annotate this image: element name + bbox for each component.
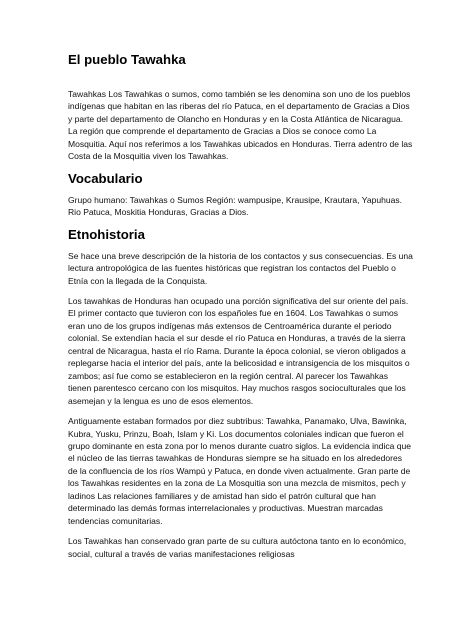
etnohistoria-paragraph-3: Antiguamente estaban formados por diez subtribus: Tawahka, Panamako, Ulva, Bawinka, Kubra, Yusku, Prinzu, Boah, Islam y Ki. Los documentos coloniales indican que fueron el grupo dominante en esta zona por lo menos durante cuatro siglos. La evidencia indica que el núcleo de las tierras tawahkas de Honduras siempre se ha situado en los alrededores de la confluencia de los ríos Wampú y Patuca, en donde viven actualmente. Gran parte de los Tawahkas residentes en la zona de La Mosquitia son una mezcla de mismitos, pech y ladinos Las relaciones familiares y de amistad han sido el patrón cultural que han determinado las demás formas interrelacionales y productivas. Muestran marcadas tendencias comunitarias. — [68, 416, 412, 526]
intro-paragraph: Tawahkas Los Tawahkas o sumos, como también se les denomina son uno de los pueblos indígenas que habitan en las riberas del río Patuca, en el departamento de Gracias a Dios y parte del departamento de Olancho en Honduras y en la Costa Atlántica de Nicaragua. La región que comprende el departamento de Gracias a Dios se conoce como La Mosquitia. Aquí nos referimos a los Tawahkas ubicados en Honduras. Tierra adentro de las Costa de la Mosquitia viven los Tawahkas. — [68, 89, 413, 162]
etnohistoria-paragraph-4: Los Tawahkas han conservado gran parte de su cultura autóctona tanto en lo económico, social, cultural a través de varias manifestaciones religiosas — [68, 536, 407, 559]
etnohistoria-paragraph-1: Se hace una breve descripción de la historia de los contactos y sus consecuencias. Es una lectura antropológica de las fuentes históricas que registran los contactos del Pueblo o Etnía con la llegada de la Conquista. — [68, 250, 413, 286]
section-heading-vocabulario: Vocabulario — [68, 170, 143, 186]
etnohistoria-paragraph-2: Los tawahkas de Honduras han ocupado una porción significativa del sur oriente del país. El primer contacto que tuvieron con los españoles fue en 1604. Los Tawahkas o sumos eran uno de los grupos indígenas más extensos de Centroamérica durante el periodo colonial. Se extendían hacia el sur desde el río Patuca en Honduras, a través de la sierra central de Nicaragua, hasta el río Rama. Durante la época colonial, se vieron obligados a replegarse hacia el interior del país, ante la belicosidad e intransigencia de los misquitos o zambos; así fue como se establecieron en la región central. Al parecer los Tawahkas tienen parentesco cercano con los misquitos. Hay muchos rasgos socioculturales que los asemejan y la lengua es uno de esos elementos. — [68, 295, 410, 406]
document-page — [68, 52, 413, 568]
document-title: El pueblo Tawahka — [68, 52, 186, 67]
vocabulario-paragraph: Grupo humano: Tawahkas o Sumos Región: wampusipe, Krausipe, Krautara, Yapuhuas. Rio Patuca, Moskitia Honduras, Gracias a Dios. — [68, 194, 402, 218]
section-heading-etnohistoria: Etnohistoria — [68, 226, 145, 242]
